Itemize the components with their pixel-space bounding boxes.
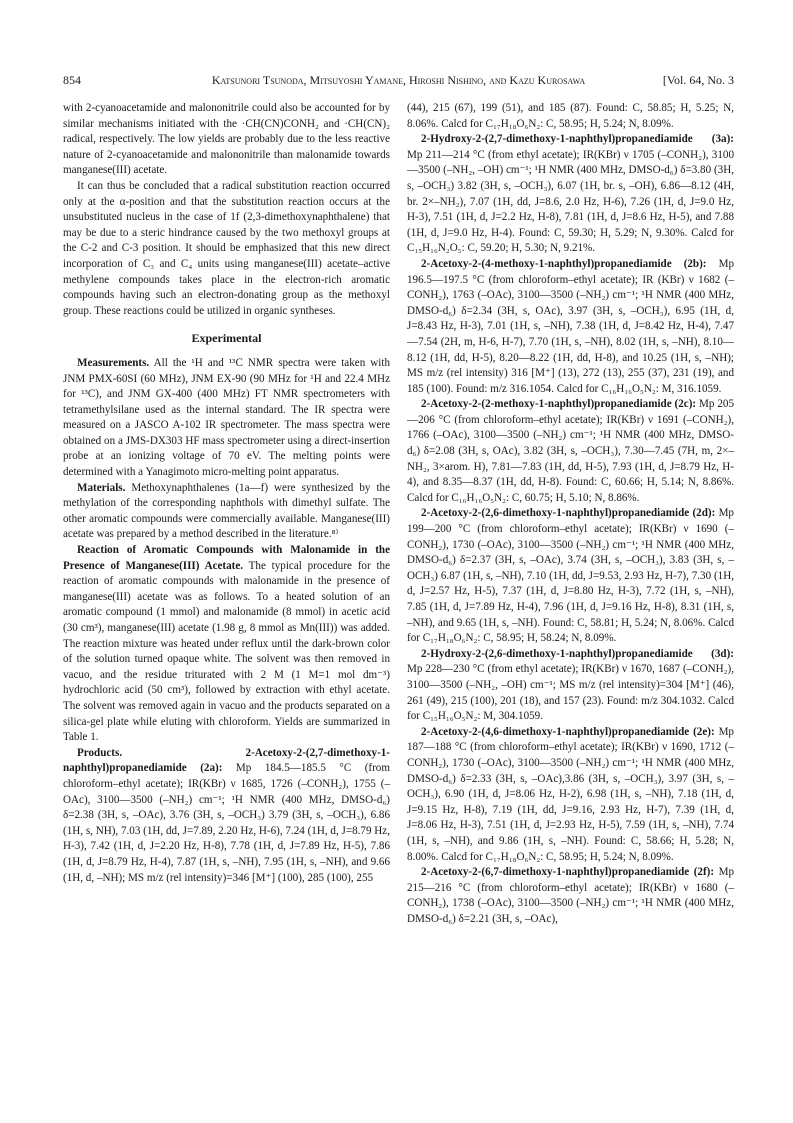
left-column	[63, 101, 390, 886]
paragraph-materials	[63, 481, 390, 543]
paragraph-text: All the ¹H and ¹³C NMR spectra were taken with JNM PMX-60SI (60 MHz), JNM EX-90 (90 MHz for ¹H and 22.4 MHz for ¹³C), and JNM GX-400 (400 MHz) FT NMR spectrometers with tetramethylsilane used as the internal standard. The IR spectra were measured on a JASCO A-102 IR spectrometer. The mass spectra were obtained on a JMS-DX303 HF mass spectrometer using a direct-insertion probe at an ionizing voltage of 70 eV. The melting points were determined with a Yanagimoto micro-melting point apparatus.	[63, 356, 390, 479]
paragraph-text: Mp 215—216 °C (from chloroform–ethyl acetate); IR(KBr) ν 1680 (–CONH₂), 1738 (–OAc), 3100—3500 (–NH₂) cm⁻¹; ¹H NMR (400 MHz, DMSO-d₆) δ=2.21 (3H, s, –OAc),	[407, 866, 734, 925]
run-in-heading: Measurements.	[77, 356, 150, 369]
paragraph-text: Mp 187—188 °C (from chloroform–ethyl acetate); IR(KBr) ν 1690, 1712 (–CONH₂), 1730 (–OAc), 3100—3500 (–NH₂) cm⁻¹; ¹H NMR (400 MHz, DMSO-d₆) δ=2.33 (3H, s, –OAc),3.86 (3H, s, –OCH₃), 3.97 (3H, s, –OCH₃), 6.90 (1H, d, J=8.06 Hz, H-2), 6.98 (1H, s, –NH), 7.18 (1H, d, J=9.15 Hz, H-8), 7.19 (1H, dd, J=9.16, 2.93 Hz, H-7), 7.39 (1H, d, J=8.06 Hz, H-3), 7.51 (1H, d, J=2.93 Hz, H-5), 7.59 (1H, s, –NH), 7.74 (1H, s, –NH), and 9.86 (1H, s, –NH). Found: C, 58.66; H, 5.28; N, 8.00%. Calcd for C₁₇H₁₈O₆N₂: C, 58.95; H, 5.24; N, 8.09%.	[407, 725, 734, 863]
page-number: 854	[63, 73, 81, 87]
paragraph-products	[63, 746, 390, 886]
compound-name: 2-Acetoxy-2-(2,6-dimethoxy-1-naphthyl)propanediamide (2d):	[421, 507, 716, 520]
paragraph-reaction	[63, 543, 390, 746]
paragraph-text: Mp 199—200 °C (from chloroform–ethyl acetate); IR(KBr) ν 1690 (–CONH₂), 1730 (–OAc), 3100—3500 (–NH₂) cm⁻¹; ¹H NMR (400 MHz, DMSO-d₆) δ=2.37 (3H, s, –OAc), 3.74 (3H, s, –OCH₃), 3.83 (3H, s, –OCH₃) 6.87 (1H, s, –NH), 7.10 (1H, dd, J=9.53, 2.93 Hz, H-7), 7.30 (1H, d, J=2.57 Hz, H-5), 7.37 (1H, d, J=8.80 Hz, H-3), 7.72 (1H, s, –NH), 7.85 (1H, d, J=7.89 Hz, H-4), 7.96 (1H, d, J=9.16 Hz, H-8), 8.31 (1H, s, –NH), and 9.65 (1H, s, –NH). Found: C, 58.81; H, 5.24; N, 8.06%. Calcd for C₁₇H₁₈O₆N₂: C, 58.95; H, 58.24; N, 8.09%.	[407, 507, 734, 645]
run-in-heading: Products.	[77, 746, 123, 759]
compound-name: 2-Hydroxy-2-(2,7-dimethoxy-1-naphthyl)propanediamide (3a):	[421, 133, 734, 146]
running-header	[63, 72, 734, 88]
running-authors: Katsunori Tsunoda, Mitsuyoshi Yamane, Hiroshi Nishino, and Kazu Kurosawa	[211, 73, 586, 87]
compound-name: 2-Acetoxy-2-(6,7-dimethoxy-1-naphthyl)propanediamide (2f):	[421, 866, 715, 879]
compound-entry-2b	[407, 257, 734, 397]
compound-name: 2-Acetoxy-2-(2,7-dimethoxy-1-naphthyl)propanediamide (2a):	[63, 746, 390, 775]
compound-entry-3d	[407, 647, 734, 725]
run-in-heading: Materials.	[77, 481, 126, 494]
compound-name: 2-Acetoxy-2-(4-methoxy-1-naphthyl)propanediamide (2b):	[421, 257, 707, 270]
compound-entry-2f	[407, 865, 734, 927]
paragraph-text: The typical procedure for the reaction of aromatic compounds with malonamide in the presence of manganese(III) acetate was as follows. To a heated solution of an aromatic compound (1 mmol) and malonamide (8 mmol) in acetic acid (30 cm³), manganese(III) acetate (1.98 g, 8 mmol as Mn(III)) was added. The reaction mixture was heated under reflux until the dark-brown color of the solution turned opaque white. The solvent was then removed in vacuo, and the residue triturated with 2 M (1 M=1 mol dm⁻³) hydrochloric acid (50 cm³), followed by extraction with ethyl acetate. The solvent was removed again in vacuo and the products separated on a silica-gel plate while eluting with chloroform. Yields are summarized in Table 1.	[63, 559, 390, 744]
compound-entry-2d	[407, 506, 734, 646]
paragraph: (44), 215 (67), 199 (51), and 185 (87). Found: C, 58.85; H, 5.25; N, 8.06%. Calcd for C₁₇H₁₈O₆N₂: C, 58.95; H, 5.24; N, 8.09%.	[407, 102, 734, 130]
compound-name: 2-Acetoxy-2-(2-methoxy-1-naphthyl)propanediamide (2c):	[421, 398, 697, 411]
paragraph-text: Mp 228—230 °C (from ethyl acetate); IR(KBr) ν 1670, 1687 (–CONH₂), 3100—3500 (–NH₂, –OH) cm⁻¹; MS m/z (rel intensity)=304 [M⁺] (46), 261 (49), 215 (100), 201 (18), and 157 (23). Found: m/z 304.1032. Calcd for C₁₅H₁₆O₅N₂: M, 304.1059.	[407, 663, 734, 723]
volume-info: [Vol. 64, No. 3	[662, 73, 734, 87]
paragraph: It can thus be concluded that a radical substitution reaction occurred only at the α-position and that the substitution reaction occurs at the unsubstituted nucleus in the case of 1f (2,3-dimethoxynaphthalene) that may be due to a steric hindrance caused by the two methoxyl groups at the C-2 and C-3 position. It should be emphasized that this new direct incorporation of C₃ and C₄ units using manganese(III) acetate–active methylene compounds takes place in the electron-rich aromatic compounds having such an electron-donating group as the methoxyl group. These reactions could be utilized in organic syntheses.	[63, 179, 390, 317]
paragraph-measurements	[63, 356, 390, 481]
paragraph-text: Mp 196.5—197.5 °C (from chloroform–ethyl acetate); IR (KBr) ν 1682 (–CONH₂), 1763 (–OAc), 3100—3500 (–NH₂) cm⁻¹; ¹H NMR (400 MHz, DMSO-d₆) δ=2.34 (3H, s, OAc), 3.97 (3H, s, –OCH₃), 6.95 (1H, d, J=8.43 Hz, H-3), 7.01 (1H, s, –NH), 7.38 (1H, d, J=8.42 Hz, H-4), 7.47—7.54 (2H, m, H-6, H-7), 7.70 (1H, s, –NH), 8.02 (1H, s, –NH), 8.10—8.12 (1H, dd, H-5), 8.20—8.22 (1H, dd, H-8), and 10.25 (1H, s, –NH); MS m/z (rel intensity) 316 [M⁺] (13), 272 (13), 255 (37), 231 (19), and 185 (100). Found: m/z 316.1054. Calcd for C₁₆H₁₆O₅N₂: M, 316.1059.	[407, 257, 734, 395]
compound-entry-2e	[407, 725, 734, 865]
paragraph-text: Methoxynaphthalenes (1a—f) were synthesized by the methylation of the corresponding naphthols with dimethyl sulfate. The other aromatic compounds were commercially available. Manganese(III) acetate was prepared by a method described in the literature.⁸⁾	[63, 481, 390, 541]
paragraph-text: Mp 211—214 °C (from ethyl acetate); IR(KBr) ν 1705 (–CONH₂), 3100—3500 (–NH₂, –OH) cm⁻¹; ¹H NMR (400 MHz, DMSO-d₆) δ=3.80 (3H, s, –OCH₃) 3.82 (3H, s, –OCH₃), 6.07 (1H, br. s, –OH), 6.86—8.12 (4H, br. 2×–NH₂), 7.07 (1H, dd, J=8.6, 2.0 Hz, H-6), 7.26 (1H, d, J=9.0 Hz, H-3), 7.51 (1H, d, J=2.2 Hz, H-8), 7.81 (1H, d, J=8.6 Hz, H-5), and 7.88 (1H, d, J=9.0 Hz, H-4). Found: C, 59.30; H, 5.29; N, 9.30%. Calcd for C₁₅H₁₆N₂O₅: C, 59.20; H, 5.30; N, 9.21%.	[407, 148, 734, 255]
compound-name: 2-Hydroxy-2-(2,6-dimethoxy-1-naphthyl)propanediamide (3d):	[421, 647, 734, 660]
run-in-heading: Reaction of Aromatic Compounds with Malonamide in the Presence of Manganese(III) Acetate.	[63, 544, 390, 572]
section-heading: Experimental	[191, 331, 262, 346]
compound-entry-2c	[407, 397, 734, 506]
right-column	[407, 101, 734, 927]
paragraph: with 2-cyanoacetamide and malononitrile could also be accounted for by similar mechanisms initiated with the ·CH(CN)CONH₂ and ·CH(CN)₂ radical, respectively. The low yields are probably due to the less reactive nature of 2-cyanoacetamide and malononitrile than malonamide towards manganese(III) acetate.	[63, 102, 390, 177]
compound-name: 2-Acetoxy-2-(4,6-dimethoxy-1-naphthyl)propanediamide (2e):	[421, 725, 715, 738]
compound-entry-3a	[407, 132, 734, 257]
paragraph-text: Mp 205—206 °C (from chloroform–ethyl acetate); IR(KBr) ν 1691 (–CONH₂), 1766 (–OAc), 3100—3500 (–NH₂) cm⁻¹; ¹H NMR (400 MHz, DMSO-d₆) δ=2.08 (3H, s, OAc), 3.82 (3H, s, –OCH₃), 7.30—7.45 (7H, m, 2×–NH₂, 3×arom. H), 7.81—7.83 (1H, dd, H-5), 7.93 (1H, d, J=8.79 Hz, H-4), and 8.35—8.37 (1H, dd, H-8). Found: C, 60.66; H, 5.14; N, 8.86%. Calcd for C₁₆H₁₆O₅N₂: C, 60.75; H, 5.10; N, 8.86%.	[407, 398, 735, 504]
paragraph-text: Mp 184.5—185.5 °C (from chloroform–ethyl acetate); IR(KBr) ν 1685, 1726 (–CONH₂), 1755 (–OAc), 3100—3500 (–NH₂) cm⁻¹; ¹H NMR (400 MHz, DMSO-d₆) δ=2.38 (3H, s, –OAc), 3.76 (3H, s, –OCH₃) 3.79 (3H, s, –OCH₃), 6.86 (1H, s, NH), 7.03 (1H, dd, J=7.89, 2.20 Hz, H-6), 7.24 (1H, d, J=8.79 Hz, H-3), 7.42 (1H, d, J=2.20 Hz, H-8), 7.78 (1H, d, J=7.89 Hz, H-5), 7.86 (1H, d, J=8.79 Hz, H-4), 7.87 (1H, s, –NH), 7.95 (1H, s, –NH), and 9.66 (1H, d, –NH); MS m/z (rel intensity)=346 [M⁺] (100), 285 (100), 255	[63, 762, 390, 884]
